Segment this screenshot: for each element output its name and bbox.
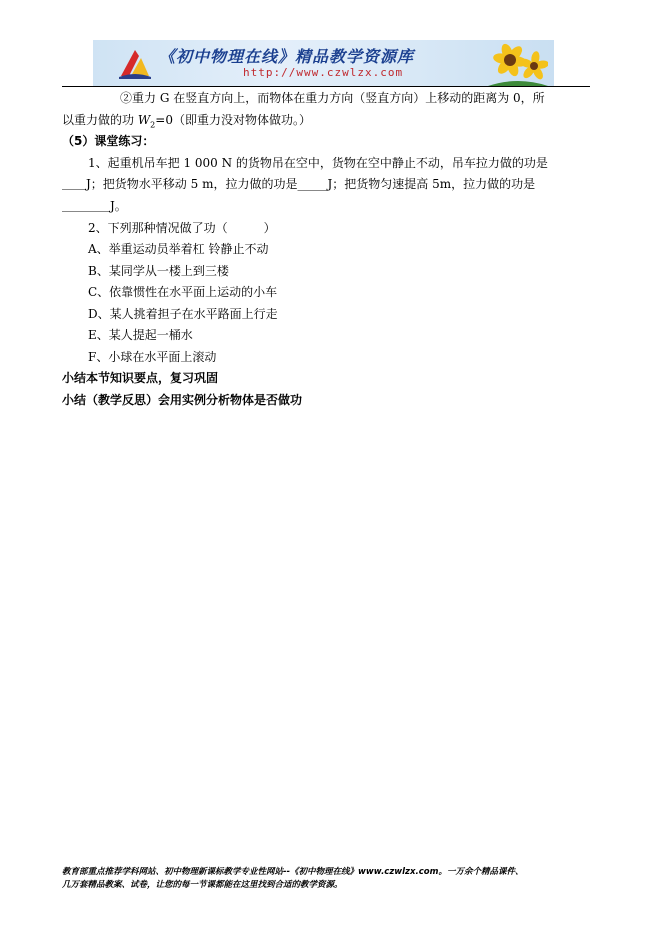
question-2-stem: 2、下列那种情况做了功（ ） bbox=[88, 221, 276, 235]
option-e: E、某人提起一桶水 bbox=[88, 328, 193, 342]
option-f: F、小球在水平面上滚动 bbox=[88, 350, 217, 364]
question-1-line-1: 1、起重机吊车把 1 000 N 的货物吊在空中，货物在空中静止不动，吊车拉力做的功是 bbox=[88, 156, 548, 170]
footer-line-2: 几万套精品教案、试卷，让您的每一节课都能在这里找到合适的教学资源。 bbox=[62, 880, 343, 890]
footer-line-1: 教育部重点推荐学科网站、初中物理新课标教学专业性网站--《初中物理在线》www.czwlzx.com。一万余个精品课件、 bbox=[62, 867, 524, 877]
header-banner bbox=[93, 40, 554, 86]
option-d: D、某人挑着担子在水平路面上行走 bbox=[88, 307, 278, 321]
header-rule bbox=[62, 86, 590, 87]
paragraph-line-2 bbox=[62, 113, 311, 132]
sunflower-icon bbox=[488, 42, 548, 86]
page-footer bbox=[62, 866, 602, 892]
banner-url[interactable]: http://www.czwlzx.com bbox=[243, 66, 404, 79]
section-heading: （5）课堂练习： bbox=[62, 134, 155, 148]
summary-reflection: 小结（教学反思）会用实例分析物体是否做功 bbox=[62, 393, 303, 407]
option-a: A、举重运动员举着杠 铃静止不动 bbox=[88, 242, 269, 256]
question-1-line-2: ＿＿J；把货物水平移动 5 m，拉力做的功是_____J；把货物匀速提高 5m，拉力做的功是 bbox=[62, 177, 536, 191]
summary-key-points: 小结本节知识要点，复习巩固 bbox=[62, 371, 219, 385]
work-variable-subscript: 2 bbox=[150, 120, 156, 130]
banner-title: 《初中物理在线》精品教学资源库 bbox=[159, 47, 415, 66]
option-c: C、依靠惯性在水平面上运动的小车 bbox=[88, 285, 278, 299]
work-variable: W bbox=[137, 113, 151, 127]
line2-prefix: 以重力做的功 bbox=[62, 113, 138, 127]
site-logo-icon bbox=[117, 46, 153, 80]
question-1-line-3: ＿＿＿＿J。 bbox=[62, 199, 127, 213]
paragraph-line-1: ②重力 G 在竖直方向上，而物体在重力方向（竖直方向）上移动的距离为 0，所 bbox=[120, 91, 545, 105]
line2-suffix: =0（即重力没对物体做功。） bbox=[155, 113, 311, 127]
option-b: B、某同学从一楼上到三楼 bbox=[88, 264, 229, 278]
